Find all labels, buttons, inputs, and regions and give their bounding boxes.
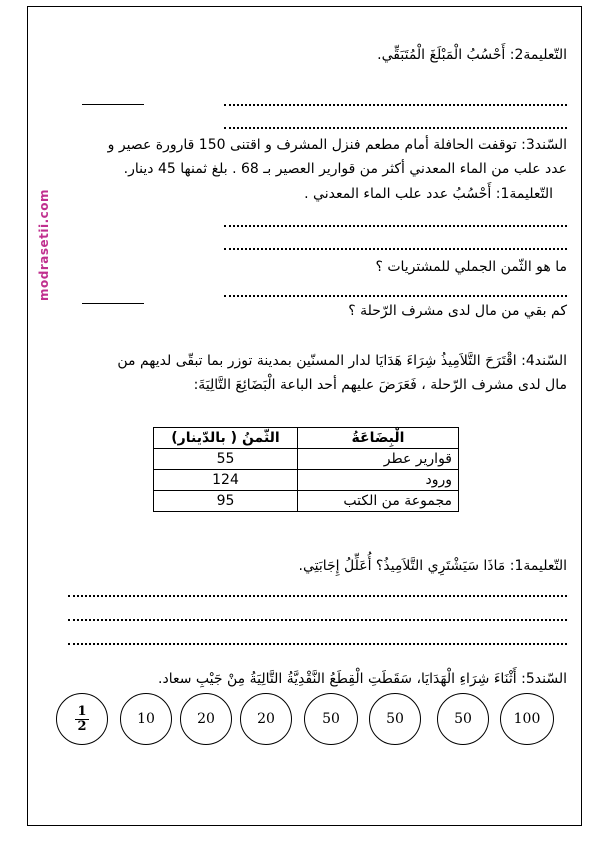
sanad3-instruction1: التّعليمة1: أَحْسُبُ عدد علب الماء المعدني . (304, 186, 553, 202)
coin: 50 (304, 693, 358, 745)
header-price: الثّمنُ ( بالدّينار) (154, 428, 298, 449)
answer-dots (224, 295, 567, 297)
question-left: كم بقي من مال لدى مشرف الرّحلة ؟ (348, 303, 567, 319)
coin: 50 (437, 693, 489, 745)
sanad5-line1: السّند5: أَثْنَاءَ شِرَاءِ الْهَدَايَا، سَقَطَتِ الْقِطَعُ النَّقْدِيَّةُ التَّالِيَةُ مِنْ جَيْبِ سعاد. (158, 671, 567, 687)
cell-item: ورود (298, 470, 459, 491)
table-row (154, 491, 459, 512)
coin-half (56, 693, 108, 745)
answer-dots (68, 643, 567, 645)
coin: 50 (369, 693, 421, 745)
table-row (154, 449, 459, 470)
sanad4-line2: مال لدى مشرف الرّحلة ، فَعَرَضَ عليهم أحد الباعة الْبَضَائِعَ التَّالِيَةَ: (193, 377, 567, 393)
instruction2-text: التّعليمة2: أَحْسُبُ الْمَبْلَغَ الْمُتَبَقِّي. (377, 47, 567, 63)
answer-dots (224, 127, 567, 129)
cell-item: قوارير عطر (298, 449, 459, 470)
header-item: الْبِضَاعَةُ (298, 428, 459, 449)
cell-price: 55 (154, 449, 298, 470)
page-border (27, 6, 582, 826)
sanad4-line1: السّند4: اقْتَرَحَ التَّلاَمِيذُ شِرَاءَ هَدَايَا لدار المسنّين بمدينة توزر بما تبقّى لديهم من (117, 353, 567, 369)
answer-dots (224, 225, 567, 227)
fraction-denominator: 2 (77, 718, 87, 734)
sanad4-instruction1: التّعليمة1: مَاذَا سَيَشْتَرِي التَّلاَمِيذُ؟ أُعَلِّلُ إِجَابَتِي. (298, 558, 567, 574)
sanad3-line1: السّند3: توقفت الحافلة أمام مطعم فنزل المشرف و اقتنى 150 قارورة عصير و (107, 137, 567, 153)
answer-line (82, 104, 144, 105)
table-row (154, 470, 459, 491)
coin: 100 (500, 693, 554, 745)
watermark-text: modrasetii.com (37, 188, 51, 302)
answer-line (82, 303, 144, 304)
fraction-numerator: 1 (77, 703, 87, 719)
cell-price: 124 (154, 470, 298, 491)
fraction (75, 705, 88, 734)
goods-table (153, 427, 459, 512)
coin: 20 (180, 693, 232, 745)
cell-item: مجموعة من الكتب (298, 491, 459, 512)
answer-dots (224, 104, 567, 106)
answer-dots (224, 248, 567, 250)
table-header-row (154, 428, 459, 449)
sanad3-line2: عدد علب من الماء المعدني أكثر من قوارير العصير بـ 68 . بلغ ثمنها 45 دينار. (123, 161, 567, 177)
question-total: ما هو الثّمن الجملي للمشتريات ؟ (375, 259, 567, 275)
coin: 10 (120, 693, 172, 745)
coin: 20 (240, 693, 292, 745)
watermark (22, 185, 66, 305)
answer-dots (68, 595, 567, 597)
cell-price: 95 (154, 491, 298, 512)
answer-dots (68, 619, 567, 621)
